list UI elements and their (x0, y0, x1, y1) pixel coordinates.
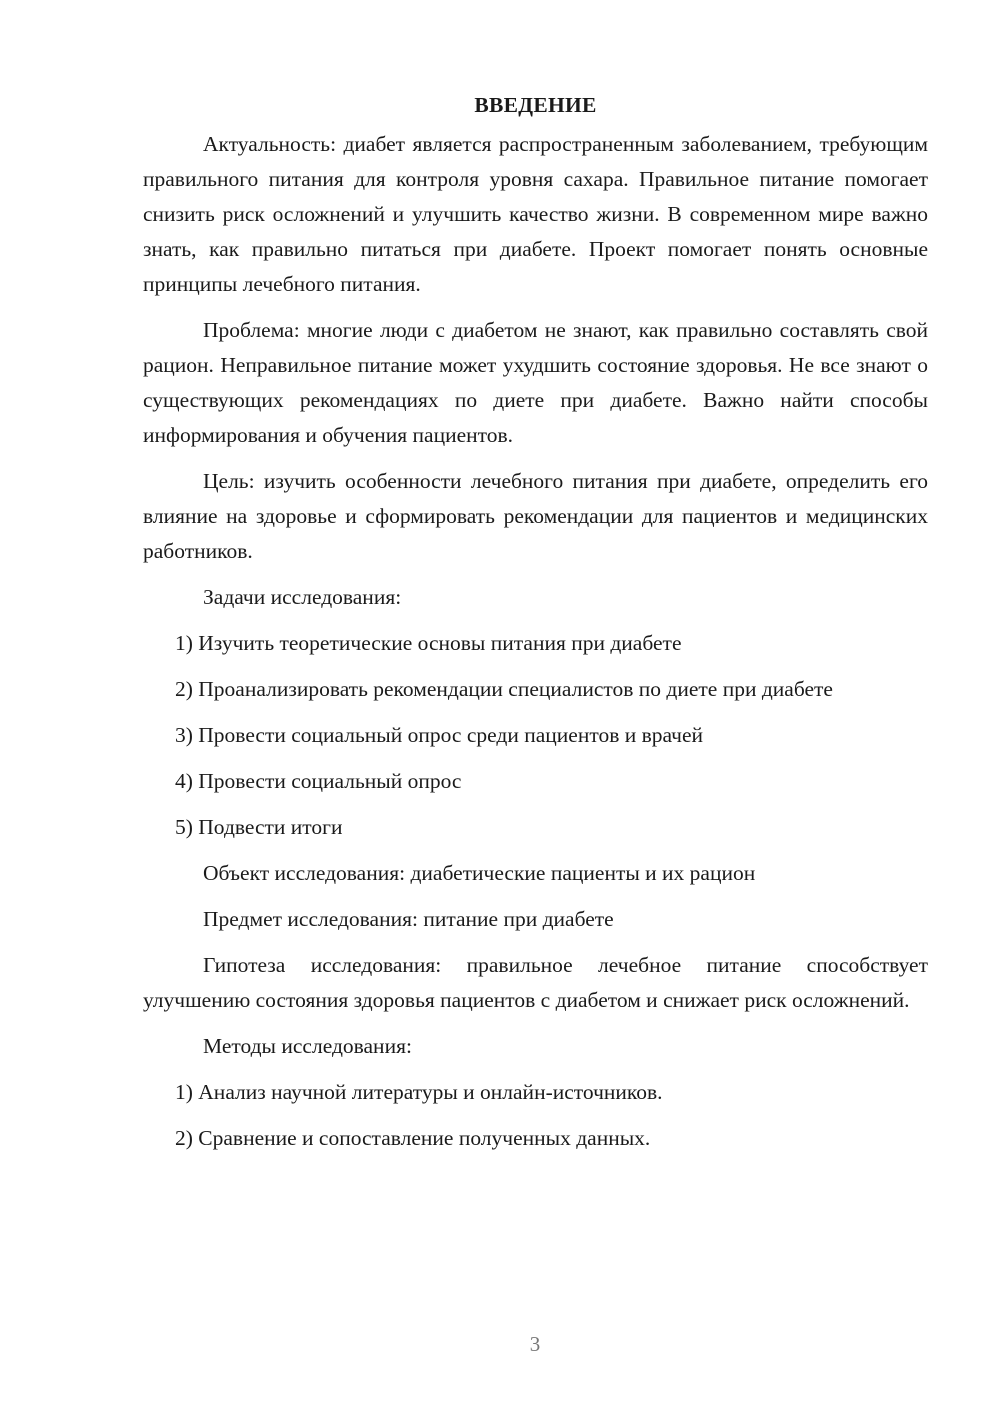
task-item-5: 5) Подвести итоги (175, 815, 343, 839)
paragraph-hypothesis: Гипотеза исследования: правильное лечебное питание способствует улучшению состояния здоровья пациентов с диабетом и снижает риск осложнений. (143, 953, 928, 1012)
paragraph-object: Объект исследования: диабетические пациенты и их рацион (203, 861, 756, 885)
method-item-2: 2) Сравнение и сопоставление полученных данных. (175, 1126, 651, 1150)
method-item-1: 1) Анализ научной литературы и онлайн-источников. (175, 1080, 663, 1104)
document-page (143, 88, 928, 1167)
methods-heading: Методы исследования: (203, 1034, 412, 1058)
tasks-heading: Задачи исследования: (203, 585, 402, 609)
paragraph-problem: Проблема: многие люди с диабетом не знают, как правильно составлять свой рацион. Неправильное питание может ухудшить состояние здоровья. Не все знают о существующих рекомендациях по диете при диабете. Важно найти способы информирования и обучения пациентов. (143, 318, 928, 447)
task-item-1: 1) Изучить теоретические основы питания при диабете (175, 631, 682, 655)
task-item-4: 4) Провести социальный опрос (175, 769, 462, 793)
section-title: ВВЕДЕНИЕ (474, 93, 597, 117)
task-item-3: 3) Провести социальный опрос среди пациентов и врачей (175, 723, 704, 747)
page-number: 3 (529, 1332, 541, 1356)
paragraph-goal: Цель: изучить особенности лечебного питания при диабете, определить его влияние на здоровье и сформировать рекомендации для пациентов и медицинских работников. (143, 469, 928, 563)
paragraph-subject: Предмет исследования: питание при диабете (203, 907, 614, 931)
paragraph-relevance: Актуальность: диабет является распространенным заболеванием, требующим правильного питания для контроля уровня сахара. Правильное питание помогает снизить риск осложнений и улучшить качество жизни. В современном мире важно знать, как правильно питаться при диабете. Проект помогает понять основные принципы лечебного питания. (143, 132, 928, 296)
task-item-2: 2) Проанализировать рекомендации специалистов по диете при диабете (175, 677, 833, 701)
